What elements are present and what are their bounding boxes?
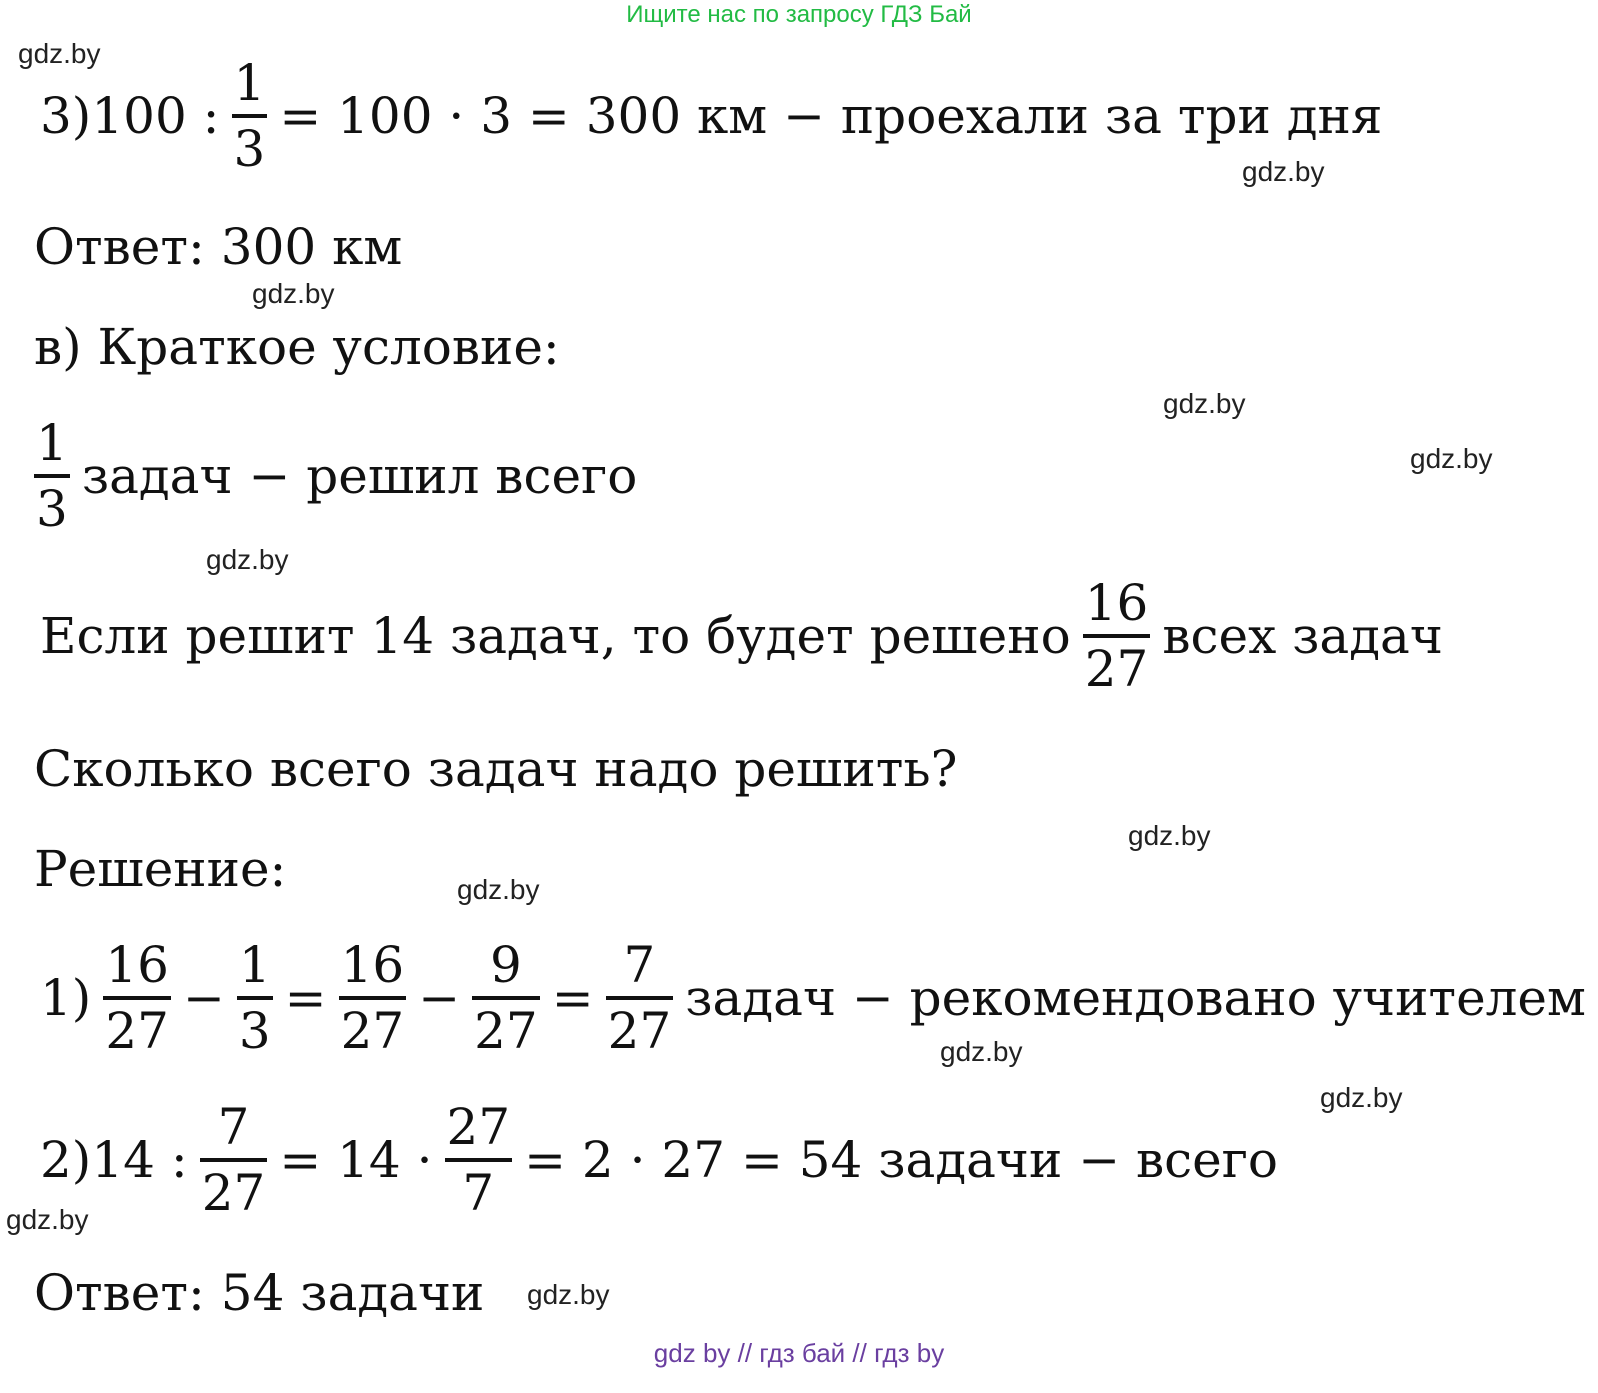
solution-step-2 (34, 1098, 1284, 1222)
fraction-numerator: 16 (340, 936, 405, 994)
watermark: gdz.by (252, 278, 335, 309)
fraction (34, 414, 70, 538)
fraction-numerator: 16 (105, 936, 169, 994)
fraction-numerator: 1 (233, 54, 266, 112)
solution-step-3 (34, 54, 1388, 178)
fraction-denominator: 27 (201, 1164, 266, 1222)
watermark: gdz.by (6, 1204, 89, 1235)
watermark: gdz.by (457, 874, 540, 905)
operator: − (418, 969, 461, 1027)
fraction (1083, 574, 1151, 698)
condition-text: задач − решил всего (81, 447, 638, 505)
fraction-denominator: 27 (1084, 640, 1149, 698)
watermark: gdz.by (1163, 388, 1246, 419)
equals-sign: = (284, 969, 327, 1027)
fraction-denominator: 27 (105, 1002, 169, 1060)
fraction-denominator: 3 (233, 120, 266, 178)
watermark: gdz.by (1242, 156, 1325, 187)
fraction-denominator: 27 (607, 1002, 672, 1060)
fraction (237, 936, 273, 1060)
step-prefix: 2)14 : (40, 1131, 188, 1189)
fraction-denominator: 7 (462, 1164, 495, 1222)
fraction-denominator: 27 (340, 1002, 405, 1060)
fraction (472, 936, 540, 1060)
watermark: gdz.by (1410, 443, 1493, 474)
question: Сколько всего задач надо решить? (34, 740, 958, 798)
watermark: gdz.by (527, 1279, 610, 1310)
fraction-numerator: 1 (238, 936, 271, 994)
fraction-numerator: 7 (623, 936, 656, 994)
condition-prefix: Если решит 14 задач, то будет решено (40, 607, 1071, 665)
fraction-denominator: 27 (474, 1002, 538, 1060)
fraction-numerator: 7 (217, 1098, 250, 1156)
step-suffix: = 2 · 27 = 54 задачи − всего (524, 1131, 1279, 1189)
fraction (339, 936, 407, 1060)
watermark: gdz.by (1128, 820, 1211, 851)
fraction-numerator: 1 (36, 414, 68, 472)
answer-2: Ответ: 54 задачи (34, 1264, 485, 1322)
search-banner: Ищите нас по запросу ГДЗ Бай (626, 1, 972, 28)
watermark: gdz.by (18, 38, 101, 69)
step-suffix: = 100 · 3 = 300 км − проехали за три дня (279, 87, 1383, 145)
fraction-numerator: 9 (490, 936, 522, 994)
fraction (606, 936, 674, 1060)
equals-sign: = (551, 969, 594, 1027)
solution-step-1 (34, 936, 1592, 1060)
fraction-denominator: 3 (36, 480, 68, 538)
step-suffix: задач − рекомендовано учителем (685, 969, 1586, 1027)
footer-links: gdz by // гдз бай // гдз by (653, 1338, 945, 1368)
step-prefix: 3)100 : (40, 87, 220, 145)
watermark: gdz.by (1320, 1082, 1403, 1113)
watermark: gdz.by (206, 544, 289, 575)
condition-line-1 (28, 414, 643, 538)
fraction (445, 1098, 513, 1222)
step-middle: = 14 · (279, 1131, 433, 1189)
fraction-numerator: 27 (446, 1098, 511, 1156)
step-label: 1) (40, 969, 92, 1027)
fraction-denominator: 3 (238, 1002, 271, 1060)
fraction (232, 54, 268, 178)
condition-line-2 (34, 574, 1449, 698)
fraction (200, 1098, 268, 1222)
solution-heading: Решение: (34, 840, 287, 898)
fraction-numerator: 16 (1084, 574, 1149, 632)
condition-heading: в) Краткое условие: (34, 318, 560, 376)
fraction (103, 936, 171, 1060)
watermark: gdz.by (940, 1036, 1023, 1067)
answer-1: Ответ: 300 км (34, 218, 403, 276)
condition-suffix: всех задач (1162, 607, 1443, 665)
operator: − (182, 969, 225, 1027)
